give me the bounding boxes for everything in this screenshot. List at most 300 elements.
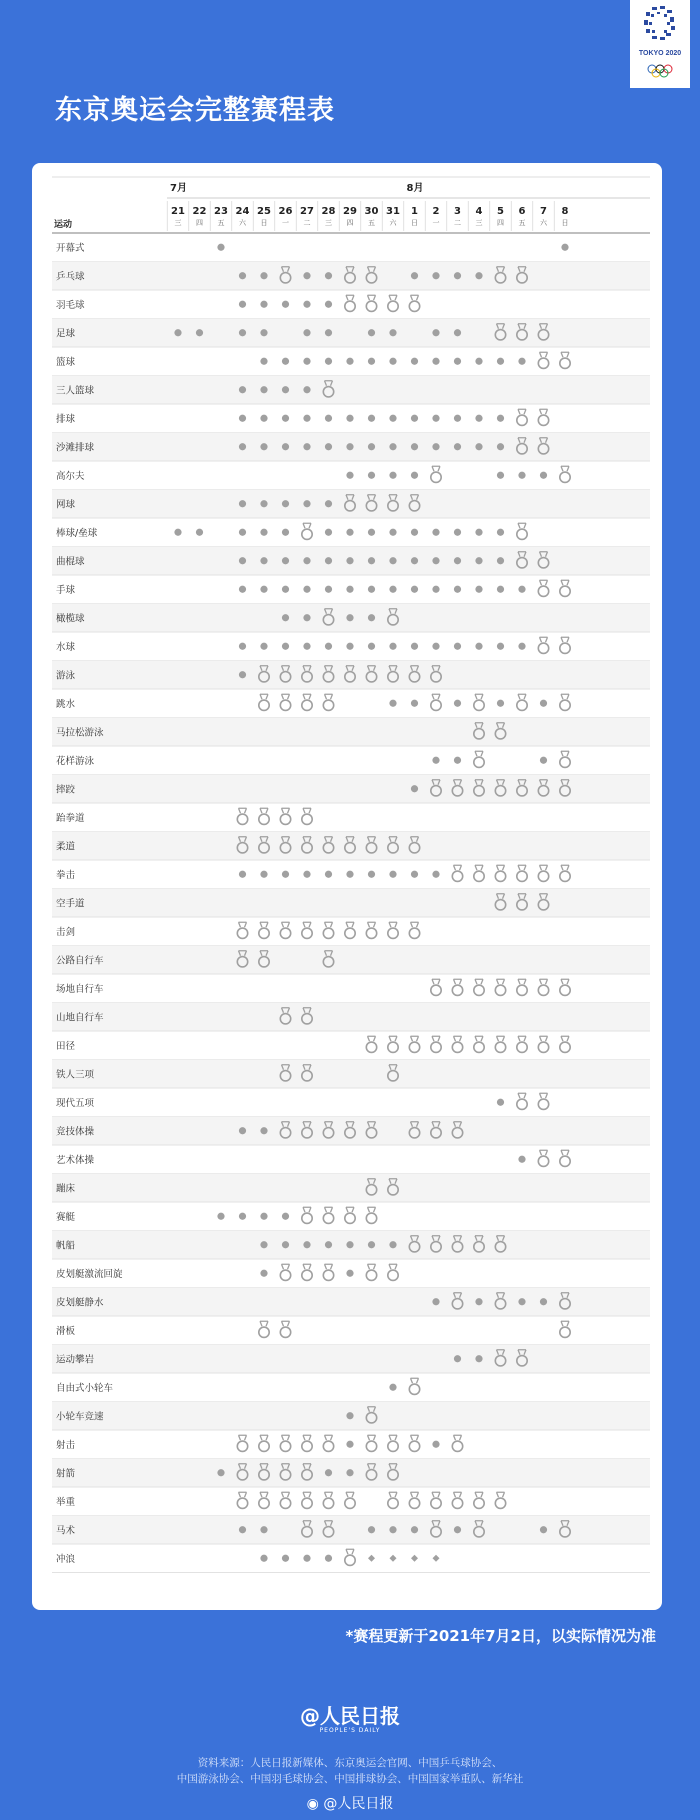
medal-icon: [409, 1042, 419, 1052]
event-dot: [368, 472, 375, 479]
weekday-label: 三: [174, 219, 182, 227]
sport-column-header: 运动: [54, 220, 73, 230]
day-label: 6: [518, 206, 526, 217]
medal-icon: [431, 1042, 441, 1052]
medal-icon: [280, 928, 290, 938]
event-dot: [497, 443, 504, 450]
medal-icon: [302, 1213, 312, 1223]
sport-label: 竞技体操: [56, 1126, 95, 1138]
medal-ribbon: [411, 922, 419, 927]
medal-icon: [517, 415, 527, 425]
event-dot: [411, 529, 418, 536]
event-dot: [368, 871, 375, 878]
medal-ribbon: [239, 808, 247, 813]
schedule-card: [32, 163, 662, 1610]
sport-label: 游泳: [56, 670, 76, 682]
event-dot: [432, 329, 439, 336]
medal-icon: [259, 1327, 269, 1337]
sport-label: 滑板: [56, 1325, 76, 1337]
medal-icon: [302, 700, 312, 710]
medal-icon: [474, 757, 484, 767]
medal-icon: [409, 301, 419, 311]
event-dot: [260, 329, 267, 336]
sport-label: 棒球/垒球: [56, 527, 98, 539]
event-dot: [454, 1355, 461, 1362]
medal-icon: [474, 1042, 484, 1052]
event-dot: [497, 529, 504, 536]
event-dot: [368, 586, 375, 593]
event-dot: [260, 1213, 267, 1220]
event-dot: [303, 358, 310, 365]
sport-label: 拳击: [56, 869, 76, 881]
medal-icon: [538, 586, 548, 596]
weekday-label: 六: [239, 219, 246, 227]
medal-icon: [259, 700, 269, 710]
sport-label: 现代五项: [56, 1097, 95, 1109]
medal-ribbon: [260, 1492, 268, 1497]
event-dot: [325, 586, 332, 593]
event-dot: [282, 358, 289, 365]
weibo-icon: ◉: [306, 1796, 324, 1812]
diamond-icon: [390, 1555, 397, 1562]
page-title: 东京奥运会完整赛程表: [55, 95, 335, 126]
medal-icon: [259, 1498, 269, 1508]
event-dot: [411, 586, 418, 593]
medal-icon: [280, 1498, 290, 1508]
medal-icon: [560, 586, 570, 596]
event-dot: [411, 472, 418, 479]
event-dot: [411, 700, 418, 707]
day-label: 31: [386, 206, 400, 217]
medal-icon: [237, 1498, 247, 1508]
event-dot: [368, 1526, 375, 1533]
weekday-label: 三: [475, 219, 483, 227]
medal-icon: [474, 985, 484, 995]
sport-label: 曲棍球: [56, 556, 85, 568]
medal-ribbon: [432, 466, 440, 471]
event-dot: [325, 529, 332, 536]
medal-ribbon: [325, 1264, 333, 1269]
medal-ribbon: [454, 979, 462, 984]
event-dot: [325, 643, 332, 650]
event-dot: [411, 358, 418, 365]
event-dot: [454, 757, 461, 764]
medal-icon: [517, 1099, 527, 1109]
medal-ribbon: [561, 466, 569, 471]
event-dot: [282, 415, 289, 422]
diamond-icon: [368, 1555, 375, 1562]
event-dot: [432, 272, 439, 279]
event-dot: [411, 557, 418, 564]
event-dot: [303, 301, 310, 308]
sport-label: 射击: [56, 1439, 76, 1451]
event-dot: [196, 329, 203, 336]
day-label: 21: [171, 206, 185, 217]
sport-label: 羽毛球: [56, 299, 85, 311]
sport-label: 山地自行车: [56, 1012, 104, 1024]
sport-label: 空手道: [56, 898, 85, 910]
medal-ribbon: [518, 1093, 526, 1098]
brand-english: PEOPLE'S DAILY: [319, 1727, 381, 1734]
event-dot: [389, 871, 396, 878]
event-dot: [389, 329, 396, 336]
medal-icon: [538, 358, 548, 368]
event-dot: [260, 272, 267, 279]
medal-ribbon: [432, 1036, 440, 1041]
sport-label: 花样游泳: [56, 755, 95, 767]
medal-ribbon: [518, 523, 526, 528]
weekday-label: 日: [561, 219, 569, 227]
event-dot: [325, 557, 332, 564]
medal-ribbon: [282, 1264, 290, 1269]
medal-icon: [323, 1213, 333, 1223]
sport-label: 橄榄球: [56, 613, 85, 625]
weekday-label: 六: [389, 219, 397, 227]
row-band: [52, 1174, 650, 1203]
event-dot: [260, 1555, 267, 1562]
medal-icon: [560, 472, 570, 482]
medal-icon: [280, 1441, 290, 1451]
event-dot: [346, 871, 353, 878]
diamond-icon: [411, 1555, 418, 1562]
medal-ribbon: [368, 922, 376, 927]
medal-icon: [388, 1498, 398, 1508]
medal-ribbon: [475, 865, 483, 870]
event-dot: [389, 643, 396, 650]
event-dot: [282, 1241, 289, 1248]
sport-label: 蹦床: [56, 1183, 76, 1195]
medal-icon: [388, 928, 398, 938]
medal-icon: [366, 1270, 376, 1280]
day-label: 27: [300, 206, 314, 217]
event-dot: [282, 643, 289, 650]
event-dot: [325, 871, 332, 878]
event-dot: [260, 1241, 267, 1248]
event-dot: [282, 1213, 289, 1220]
medal-ribbon: [411, 1492, 419, 1497]
medal-ribbon: [346, 295, 354, 300]
event-dot: [475, 586, 482, 593]
sport-label: 赛艇: [56, 1211, 76, 1223]
medal-icon: [409, 928, 419, 938]
event-dot: [432, 358, 439, 365]
weekday-label: 一: [432, 219, 440, 227]
sport-label: 跆拳道: [56, 812, 85, 824]
medal-icon: [366, 1042, 376, 1052]
medal-ribbon: [561, 352, 569, 357]
event-dot: [260, 386, 267, 393]
day-label: 2: [432, 206, 440, 217]
event-dot: [303, 415, 310, 422]
event-dot: [239, 272, 246, 279]
event-dot: [239, 500, 246, 507]
event-dot: [260, 443, 267, 450]
medal-icon: [302, 814, 312, 824]
event-dot: [346, 358, 353, 365]
row-band: [52, 319, 650, 348]
event-dot: [368, 443, 375, 450]
event-dot: [239, 415, 246, 422]
medal-ribbon: [432, 979, 440, 984]
event-dot: [497, 415, 504, 422]
day-label: 28: [321, 206, 336, 217]
event-dot: [260, 586, 267, 593]
medal-icon: [388, 1042, 398, 1052]
medal-ribbon: [303, 694, 311, 699]
event-dot: [196, 529, 203, 536]
medal-icon: [345, 1213, 355, 1223]
event-dot: [346, 1441, 353, 1448]
event-dot: [497, 472, 504, 479]
medal-ribbon: [540, 580, 548, 585]
medal-ribbon: [540, 979, 548, 984]
event-dot: [518, 358, 525, 365]
medal-ribbon: [475, 751, 483, 756]
medal-icon: [302, 1441, 312, 1451]
event-dot: [454, 643, 461, 650]
event-dot: [497, 557, 504, 564]
medal-ribbon: [454, 1036, 462, 1041]
medal-icon: [560, 871, 570, 881]
event-dot: [303, 1555, 310, 1562]
sport-label: 马术: [56, 1525, 76, 1537]
medal-ribbon: [239, 922, 247, 927]
event-dot: [432, 871, 439, 878]
medal-ribbon: [540, 865, 548, 870]
sport-label: 场地自行车: [56, 983, 104, 995]
medal-ribbon: [260, 1435, 268, 1440]
medal-icon: [495, 871, 505, 881]
event-dot: [260, 415, 267, 422]
medal-ribbon: [432, 694, 440, 699]
event-dot: [239, 1526, 246, 1533]
event-dot: [540, 1298, 547, 1305]
schedule-grid: [32, 163, 662, 1610]
sport-label: 举重: [56, 1496, 76, 1508]
medal-icon: [560, 700, 570, 710]
medal-icon: [538, 1099, 548, 1109]
medal-ribbon: [260, 694, 268, 699]
medal-ribbon: [368, 1207, 376, 1212]
event-dot: [389, 557, 396, 564]
medal-icon: [560, 985, 570, 995]
event-dot: [454, 329, 461, 336]
event-dot: [239, 1127, 246, 1134]
row-band: [52, 490, 650, 519]
event-dot: [432, 443, 439, 450]
day-label: 8: [561, 206, 569, 217]
event-dot: [217, 1213, 224, 1220]
row-band: [52, 1117, 650, 1146]
event-dot: [389, 529, 396, 536]
event-dot: [368, 1241, 375, 1248]
event-dot: [282, 529, 289, 536]
medal-ribbon: [497, 1036, 505, 1041]
medal-ribbon: [475, 1492, 483, 1497]
medal-ribbon: [282, 922, 290, 927]
medal-ribbon: [411, 1378, 419, 1383]
event-dot: [389, 415, 396, 422]
event-dot: [475, 643, 482, 650]
medal-icon: [452, 871, 462, 881]
medal-icon: [560, 643, 570, 653]
event-dot: [282, 557, 289, 564]
event-dot: [217, 244, 224, 251]
event-dot: [475, 272, 482, 279]
medal-ribbon: [368, 295, 376, 300]
event-dot: [303, 586, 310, 593]
event-dot: [325, 358, 332, 365]
event-dot: [454, 358, 461, 365]
medal-icon: [388, 1441, 398, 1451]
event-dot: [282, 500, 289, 507]
event-dot: [411, 643, 418, 650]
medal-icon: [323, 1498, 333, 1508]
event-dot: [325, 1555, 332, 1562]
medal-icon: [323, 1270, 333, 1280]
day-label: 5: [497, 206, 504, 217]
event-dot: [389, 1384, 396, 1391]
medal-ribbon: [540, 352, 548, 357]
medal-ribbon: [282, 1492, 290, 1497]
event-dot: [282, 871, 289, 878]
event-dot: [497, 643, 504, 650]
day-label: 1: [411, 206, 418, 217]
update-footnote: *赛程更新于2021年7月2日，以实际情况为准: [345, 1627, 656, 1645]
medal-ribbon: [561, 1036, 569, 1041]
weekday-label: 四: [346, 219, 354, 227]
medal-icon: [323, 700, 333, 710]
medal-ribbon: [497, 979, 505, 984]
sport-label: 铁人三项: [56, 1069, 95, 1081]
event-dot: [346, 415, 353, 422]
medal-ribbon: [561, 865, 569, 870]
medal-icon: [237, 814, 247, 824]
event-dot: [346, 643, 353, 650]
event-dot: [454, 700, 461, 707]
medal-ribbon: [368, 1264, 376, 1269]
weekday-label: 五: [518, 219, 526, 227]
event-dot: [239, 443, 246, 450]
row-band: [52, 718, 650, 747]
sport-label: 手球: [56, 584, 76, 596]
sport-label: 高尔夫: [56, 470, 85, 482]
event-dot: [239, 1213, 246, 1220]
sport-label: 摔跤: [56, 784, 76, 796]
medal-ribbon: [368, 1036, 376, 1041]
medal-icon: [431, 700, 441, 710]
sport-label: 乒乓球: [56, 271, 85, 283]
weekday-label: 四: [497, 219, 504, 227]
row-band: [52, 1345, 650, 1374]
medal-ribbon: [325, 1435, 333, 1440]
sport-label: 沙滩排球: [56, 442, 95, 454]
event-dot: [432, 557, 439, 564]
medal-icon: [517, 871, 527, 881]
day-label: 29: [343, 206, 357, 217]
event-dot: [174, 529, 181, 536]
event-dot: [346, 1241, 353, 1248]
event-dot: [518, 472, 525, 479]
sources-line-2: 中国游泳协会、中国羽毛球协会、中国排球协会、中国国家举重队、新华社: [176, 1773, 524, 1785]
medal-icon: [409, 1498, 419, 1508]
weekday-label: 二: [303, 219, 311, 227]
sport-label: 公路自行车: [56, 955, 104, 967]
row-band: [52, 661, 650, 690]
medal-icon: [302, 529, 312, 539]
medal-ribbon: [411, 1036, 419, 1041]
medal-ribbon: [389, 1492, 397, 1497]
medal-ribbon: [303, 1492, 311, 1497]
event-dot: [389, 586, 396, 593]
day-label: 22: [192, 206, 207, 217]
medal-ribbon: [561, 1321, 569, 1326]
medal-icon: [237, 928, 247, 938]
medal-ribbon: [325, 922, 333, 927]
event-dot: [303, 386, 310, 393]
medal-icon: [280, 1327, 290, 1337]
event-dot: [260, 1127, 267, 1134]
medal-icon: [452, 1441, 462, 1451]
event-dot: [303, 329, 310, 336]
medal-icon: [366, 301, 376, 311]
medal-icon: [538, 643, 548, 653]
medal-icon: [517, 700, 527, 710]
medal-ribbon: [260, 1321, 268, 1326]
medal-ribbon: [239, 1435, 247, 1440]
medal-icon: [560, 358, 570, 368]
event-dot: [217, 1469, 224, 1476]
medal-ribbon: [389, 1036, 397, 1041]
weekday-label: 一: [282, 219, 289, 227]
sport-label: 皮划艇静水: [56, 1297, 104, 1309]
medal-ribbon: [282, 1435, 290, 1440]
weekday-label: 六: [540, 219, 547, 227]
medal-icon: [259, 814, 269, 824]
day-label: 26: [278, 206, 293, 217]
event-dot: [389, 358, 396, 365]
sport-label: 篮球: [56, 356, 76, 368]
medal-icon: [517, 985, 527, 995]
row-band: [52, 1060, 650, 1089]
medal-icon: [280, 700, 290, 710]
event-dot: [497, 1099, 504, 1106]
row-band: [52, 1003, 650, 1032]
event-dot: [411, 1526, 418, 1533]
event-dot: [239, 871, 246, 878]
medal-icon: [345, 928, 355, 938]
event-dot: [260, 871, 267, 878]
event-dot: [389, 1241, 396, 1248]
event-dot: [497, 700, 504, 707]
medal-ribbon: [346, 1207, 354, 1212]
event-dot: [411, 785, 418, 792]
row-band: [52, 262, 650, 291]
sport-label: 射箭: [56, 1468, 76, 1480]
event-dot: [540, 700, 547, 707]
sport-label: 马拉松游泳: [56, 727, 104, 739]
event-dot: [432, 1298, 439, 1305]
event-dot: [518, 1156, 525, 1163]
event-dot: [475, 358, 482, 365]
medal-icon: [452, 1042, 462, 1052]
event-dot: [432, 757, 439, 764]
event-dot: [540, 1526, 547, 1533]
event-dot: [368, 557, 375, 564]
event-dot: [368, 415, 375, 422]
sport-label: 田径: [56, 1040, 76, 1052]
event-dot: [239, 301, 246, 308]
